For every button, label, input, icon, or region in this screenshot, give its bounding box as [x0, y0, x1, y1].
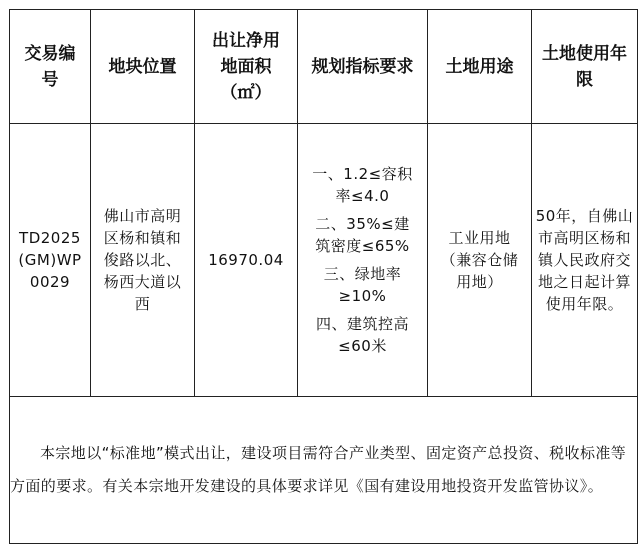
cell-requirements — [298, 124, 428, 397]
cell-location: 佛山市高明区杨和镇和俊路以北、杨西大道以西 — [91, 124, 195, 397]
header-term: 土地使用年限 — [532, 10, 638, 124]
cell-note — [10, 397, 638, 544]
note-text: 本宗地以“标准地”模式出让，建设项目需符合产业类型、固定资产总投资、税收标准等方面的要求。有关本宗地开发建设的具体要求详见《国有建设用地投资开发监管协议》。 — [10, 444, 627, 495]
header-requirements: 规划指标要求 — [298, 10, 428, 124]
table-note-row — [10, 397, 638, 544]
header-trade-no: 交易编号 — [10, 10, 91, 124]
requirement-item: 三、绿地率≥10% — [323, 265, 402, 305]
table-header-row — [10, 10, 638, 124]
cell-trade-no: TD2025(GM)WP0029 — [10, 124, 91, 397]
cell-area: 16970.04 — [195, 124, 298, 397]
requirement-item: 一、1.2≤容积率≤4.0 — [312, 165, 413, 205]
cell-term: 50年，自佛山市高明区杨和镇人民政府交地之日起计算使用年限。 — [532, 124, 638, 397]
cell-use: 工业用地（兼容仓储用地） — [428, 124, 532, 397]
requirement-item: 四、建筑控高≤60米 — [315, 315, 409, 355]
land-transfer-table — [9, 9, 638, 544]
header-area: 出让净用地面积（㎡） — [195, 10, 298, 124]
table-row — [10, 124, 638, 397]
header-location: 地块位置 — [91, 10, 195, 124]
requirement-item: 二、35%≤建筑密度≤65% — [315, 215, 410, 255]
header-use: 土地用途 — [428, 10, 532, 124]
